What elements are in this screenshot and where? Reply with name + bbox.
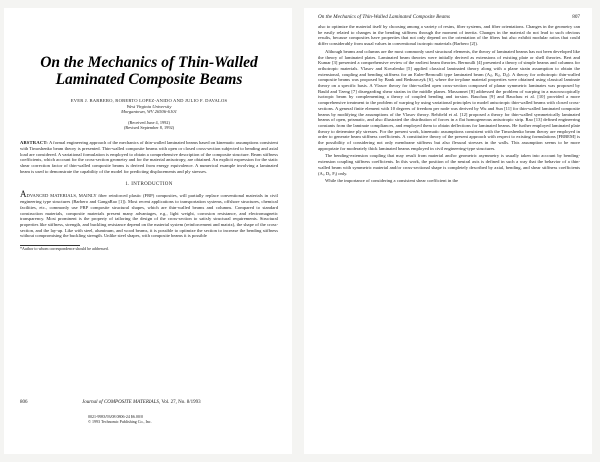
running-header — [318, 14, 580, 22]
body-paragraph: The bending-extension coupling that may result from material and/or geometric asymmetry is usually taken into account by bending-extension coupling stiffness coefficients. In this work, the position of the neutral axis is defined in such a way that the behavior of a thin-walled beam with symmetric material and/or cross-sectional shape is completely described by axial, bending, and shear stiffness coefficients (Aᵢ, Dᵢ, Fᵢ) only. — [318, 153, 580, 176]
revised-date: (Revised September 8, 1992) — [123, 124, 175, 130]
footnote: *Author to whom correspondence should be addressed. — [20, 246, 109, 252]
paper-title: On the Mechanics of Thin-Walled Laminated Composite Beams — [40, 54, 258, 88]
left-page-number: 806 — [20, 400, 28, 405]
running-head-title: On the Mechanics of Thin-Walled Laminated Composite Beams — [318, 14, 450, 20]
journal-citation — [82, 400, 201, 406]
author-list: EVER J. BARBERO, ROBERTO LOPEZ-ANIDO AND JULIO F. DAVALOS — [70, 98, 228, 103]
body-paragraph: While the importance of considering a consistent shear coefficient in the — [325, 178, 459, 184]
journal-name: Journal of COMPOSITE MATERIALS — [82, 400, 159, 405]
body-paragraph: Although beams and columns are the most commonly used structural elements, the theory of laminated beams has not been developed like the theory of laminated plates. Laminated beam theories were initially derived as extensions of existing plate or shell theories. Bert and Kumar [3] presented a comprehensive review of the earliest beam theories. Bernoulli [4] presented a theory of simple beams and columns for orthotropic materials. Vlasov and Kovalenko [5] applied classical laminated theory along with a plane strain assumption to obtain the extensional, coupling and bending stiffness for an Euler-Bernoulli type laminated beam (Aᵢⱼ, Bᵢⱼ, Dᵢⱼ). A theory for orthotropic thin-walled composite beams was proposed by Bank and Bednarczyk [6], where the in-plane material properties were obtained using classical laminate theory on a specific basis. A Vlasov theory for thin-walled open cross-section composed of planar symmetric laminates was proposed by Bauld and Tzeng [7] disregarding shear strains in the middle planes. Massonnet [8] addressed the problem of warping in a macroscopically isotropic beam by complementing a theory of coupled bending and torsion. Bauchau [9] and Bauchau et al. [10] provided a more comprehensive treatment to the problem of warping by using variational principles to model anisotropic thin-walled beams with closed cross-sections. A general finite element with 10 degrees of freedom per node was derived by Wu and Sun [11] for thin-walled laminated composite beams by modifying the assumptions of the Vlasov theory. Rehfield et al. [12] proposed a theory for thin-walled symmetrically laminated beams of open, prismatic, and also illustrated the distribution of forces in a flat homogeneous anisotropic strip. Rao [13] defined engineering constants from the laminate compliances, and employed them to obtain deflections for laminated beams. He further employed laminated plate theory to determine ply stresses. For the present work, kinematic assumptions consistent with the Timoshenko beam theory are employed in order to generate beam stiffness coefficients. A constitutive theory of the present approach with respect to existing formulations [FRBEM] is the possibility of considering not only membrane stiffness but also flexural stresses in the walls. This assumption seems to be more appropriate for moderately thick laminated beams employed in civil engineering-type structures. — [318, 48, 580, 151]
abstract — [20, 140, 278, 174]
affiliation-university: West Virginia University — [126, 103, 172, 109]
introduction-paragraph — [20, 191, 278, 239]
affiliation-address: Morgantown, WV 26506-6101 — [121, 109, 177, 115]
abstract-label: ABSTRACT: — [20, 140, 49, 146]
copyright-publisher: © 1993 Technomic Publishing Co., Inc. — [88, 419, 152, 424]
introduction-text: DVANCED MATERIALS, MAINLY fiber reinforced plastic (FRP) composites, will partially replace conventional materials in civil engineering type structures (Barbero and GangaRao [1]). Most recent applications to transportation systems, offshore structures, chemical facilities, etc., commonly use FRP composite structural shapes, which are thin-walled beams and columns. Compared to standard construction materials, composite materials present many advantages, e.g., light weight, corrosion resistance, and electromagnetic transparency. Most prominent is the property of tailoring the design of the cross-section to satisfy structural requirements. Structural properties like stiffness, strength, and buckling resistance depend on the material system (reinforcement and matrix), the shape of the cross-section, and the lay-up. Like with steel, aluminum, and wood beams, it is possible to optimize the section to increase the bending stiffness without compromising the buckling strength. Unlike steel shapes, with composite beams it is possible — [20, 193, 278, 239]
body-paragraph: also to optimize the material itself by choosing among a variety of resins, fiber systems, and fiber orientations. Changes in the geometry can be easily related to changes in the bending stiffness through the moment of inertia. Changes in the material do not lead to such obvious results, because composites have properties that not only depend on the orientation of the fibers but also exhibit modular ratios that could differ considerably from usual values in conventional isotropic materials (Barbero [2]). — [318, 24, 580, 47]
drop-cap: A — [20, 189, 27, 200]
copyright-block — [88, 414, 152, 424]
journal-details: , Vol. 27, No. 8/1993 — [158, 400, 201, 405]
right-page — [304, 8, 592, 454]
introduction-heading: 1. INTRODUCTION — [125, 182, 173, 188]
abstract-text: A formal engineering approach of the mechanics of thin-walled laminated beams based on kinematic assumptions consistent with Timoshenko beam theory is presented. Thin-walled composite beams with open or closed cross-section subjected to bending and axial load are considered. A variational formulation is employed to obtain a comprehensive description of the composite structure. Beam stiffness coefficients, which account for the cross-section geometry and for the material anisotropy, are obtained. An explicit expression for the static shear correction factor of thin-walled composite beams is derived from energy equivalence. A numerical example involving a laminated beam is used to demonstrate the capability of the model for predicting displacements and ply stresses. — [20, 140, 278, 174]
received-date: (Received June 4, 1992) — [128, 119, 170, 125]
footnote-text: Author to whom correspondence should be addressed. — [22, 246, 109, 252]
left-page — [4, 8, 292, 454]
copyright-code: 0021-9983/93/08 0806-24 $6.00/0 — [88, 414, 143, 419]
right-page-number: 807 — [572, 14, 580, 20]
